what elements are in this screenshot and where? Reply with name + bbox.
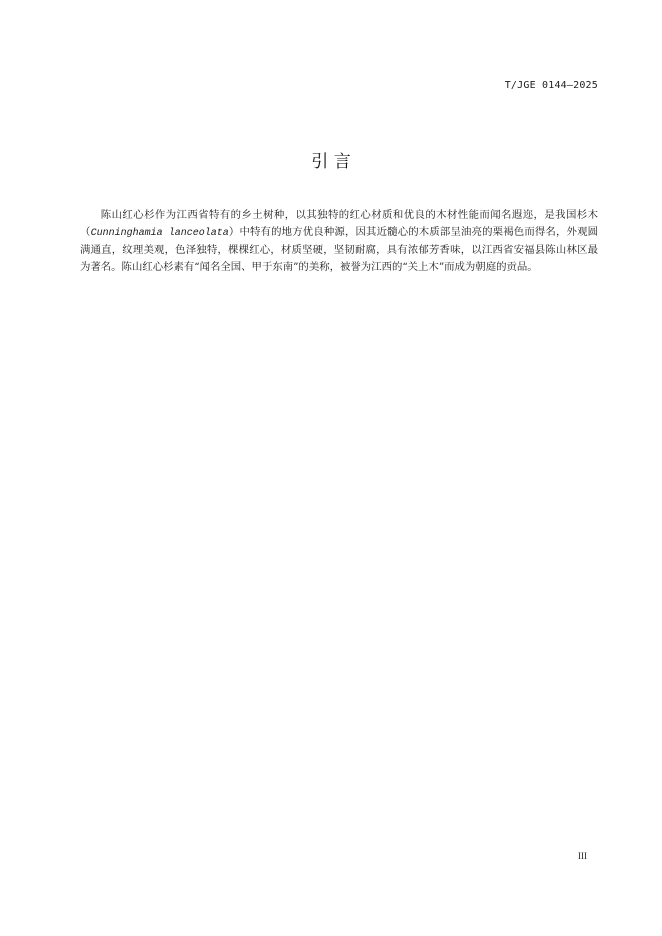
page-number: III [578,851,587,861]
page-title: 引 言 [311,152,351,172]
paragraph-text-part1: 陈山红心杉作为江西省特有的乡土树种，以其独特的红心材质和优良的木材性能而闻名遐迩，是我国杉木（ [80,209,598,238]
intro-paragraph [80,207,598,275]
paragraph-text-part2: ）中特有的地方优良种源，因其近髓心的木质部呈油亮的栗褐色而得名，外观圆满通直，纹理美观，色泽独特，棵棵红心，材质坚硬，坚韧耐腐，具有浓郁芳香味，以江西省安福县陈山林区最为著名。陈山红心杉素有“闻名全国、甲于东南”的美称，被誉为江西的“关上木”而成为朝庭的贡品。 [80,225,599,273]
latin-species-name: Cunninghamia lanceolata [90,227,229,239]
standard-code: T/JGE 0144—2025 [504,80,598,91]
